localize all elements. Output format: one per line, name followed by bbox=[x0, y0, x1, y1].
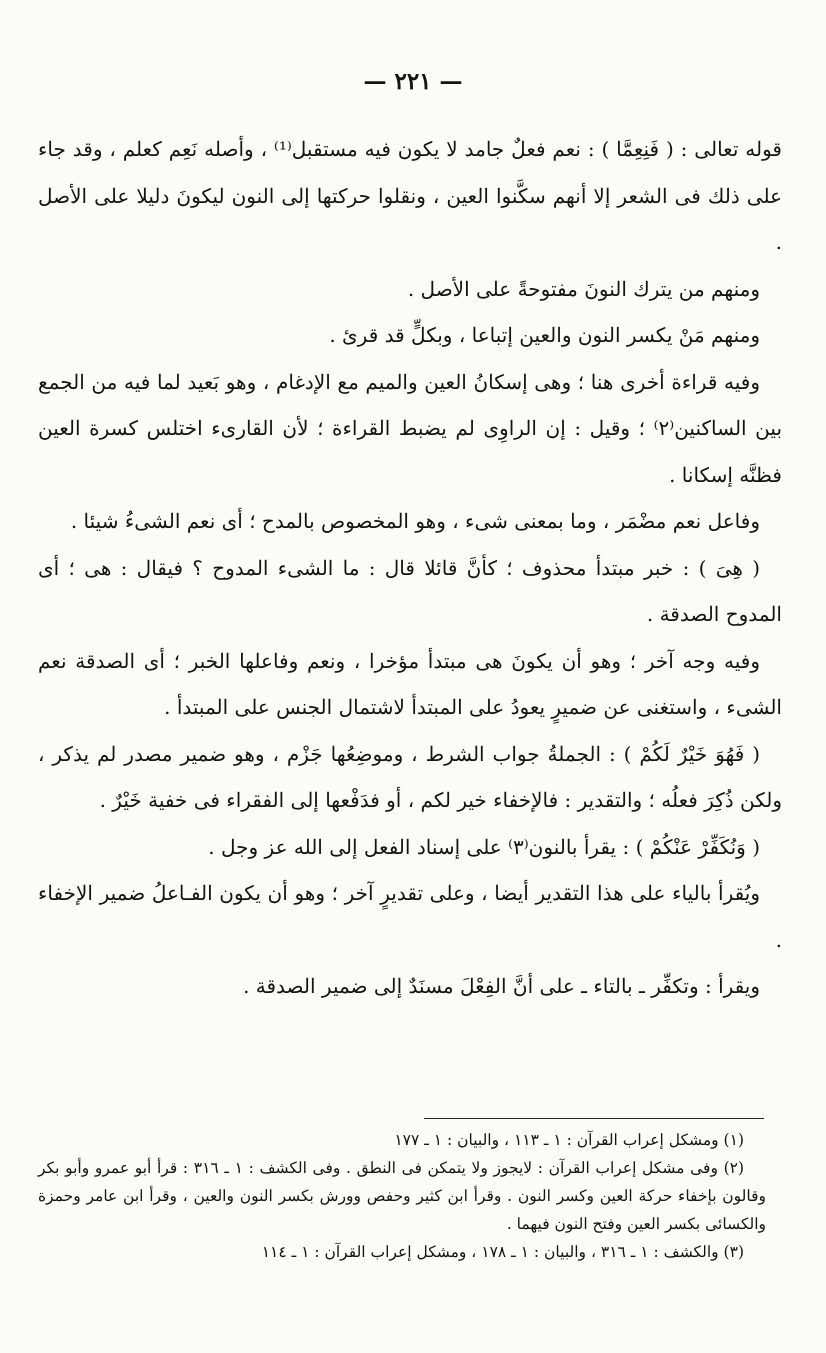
paragraph: ( وَنُكَفِّرْ عَنْكُمْ ) : يقرأ بالنون⁽٣⁾ على إسناد الفعل إلى الله عز وجل . bbox=[208, 834, 760, 859]
paragraph: ومنهم من يترك النونَ مفتوحةً على الأصل . bbox=[407, 276, 760, 301]
paragraph: وفيه وجه آخر ؛ وهو أن يكونَ هى مبتدأ مؤخرا ، ونعم وفاعلها الخبر ؛ أى الصدقة نعم الشىء ، واستغنى عن ضميرٍ يعودُ على المبتدأ لاشتمال الجنس على المبتدأ . bbox=[38, 648, 782, 719]
paragraph: قوله تعالى : ( فَنِعِمَّا ) : نعم فعلٌ جامد لا يكون فيه مستقبل⁽¹⁾ ، وأصله نَعِم كعلم ، وقد جاء على ذلك فى الشعر إلا أنهم سكَّنوا العين ، ونقلوا حركتها إلى النون ليكونَ دليلا على الأصل . bbox=[38, 137, 782, 254]
paragraph: ويُقرأ بالياء على هذا التقدير أيضا ، وعلى تقديرٍ آخر ؛ وهو أن يكون الفـاعلُ ضمير الإخفاء . bbox=[38, 881, 782, 952]
paragraph: ومنهم مَنْ يكسر النون والعين إتباعا ، وبكلٍّ قد قرئ . bbox=[329, 323, 760, 347]
paragraph: ويقرأ : وتكفِّر ـ بالتاء ـ على أنَّ الفِعْلَ مسنَدٌ إلى ضمير الصدقة . bbox=[243, 974, 760, 998]
main-text bbox=[38, 126, 782, 1010]
footnote: (١) ومشكل إعراب القرآن : ١ ـ ١١٣ ، والبيان : ١ ـ ١٧٧ bbox=[394, 1131, 744, 1149]
footnote-separator bbox=[424, 1118, 764, 1119]
paragraph: وفاعل نعم مضْمَر ، وما بمعنى شىء ، وهو المخصوص بالمدح ؛ أى نعم الشىءُ شيئا . bbox=[70, 509, 760, 533]
footnotes bbox=[38, 1126, 766, 1266]
footnote: (٢) وفى مشكل إعراب القرآن : لايجوز ولا يتمكن فى النطق . وفى الكشف : ١ ـ ٣١٦ : قرأ أبو عمرو وأبو بكر وقالون بإخفاء حركة العين وكسر النون . وقرأ ابن كثير وحفص وورش بكسر النون والعين ، وقرأ ابن عامر وحمزة والكسائى بكسر العين وفتح النون فيهما . bbox=[38, 1159, 766, 1233]
paragraph: وفيه قراءة أخرى هنا ؛ وهى إسكانُ العين والميم مع الإدغام ، وهو بَعيد لما فيه من الجمع بين الساكنين⁽٢⁾ ؛ وقيل : إن الراوِى لم يضبط القراءة ؛ لأن القارىء اختلس كسرة العين فظنَّه إسكانا . bbox=[38, 369, 783, 487]
footnote: (٣) والكشف : ١ ـ ٣١٦ ، والبيان : ١ ـ ١٧٨ ، ومشكل إعراب القرآن : ١ ـ ١١٤ bbox=[261, 1243, 744, 1261]
paragraph: ( هِىَ ) : خبر مبتدأ محذوف ؛ كأنَّ قائلا قال : ما الشىء المدوح ؟ فيقال : هى ؛ أى المدوح الصدقة . bbox=[38, 555, 782, 626]
paragraph: ( فَهُوَ خَيْرٌ لَكُمْ ) : الجملةُ جواب الشرط ، وموضِعُها جَزْم ، وهو ضمير مصدر لم يذكر ، ولكن ذُكِرَ فعلُه ؛ والتقدير : فالإخفاء خير لكم ، أو فدَفْعها إلى الفقراء فى خفية خَيْرٌ . bbox=[38, 741, 782, 812]
page-number: — ٢٢١ — bbox=[363, 68, 463, 95]
